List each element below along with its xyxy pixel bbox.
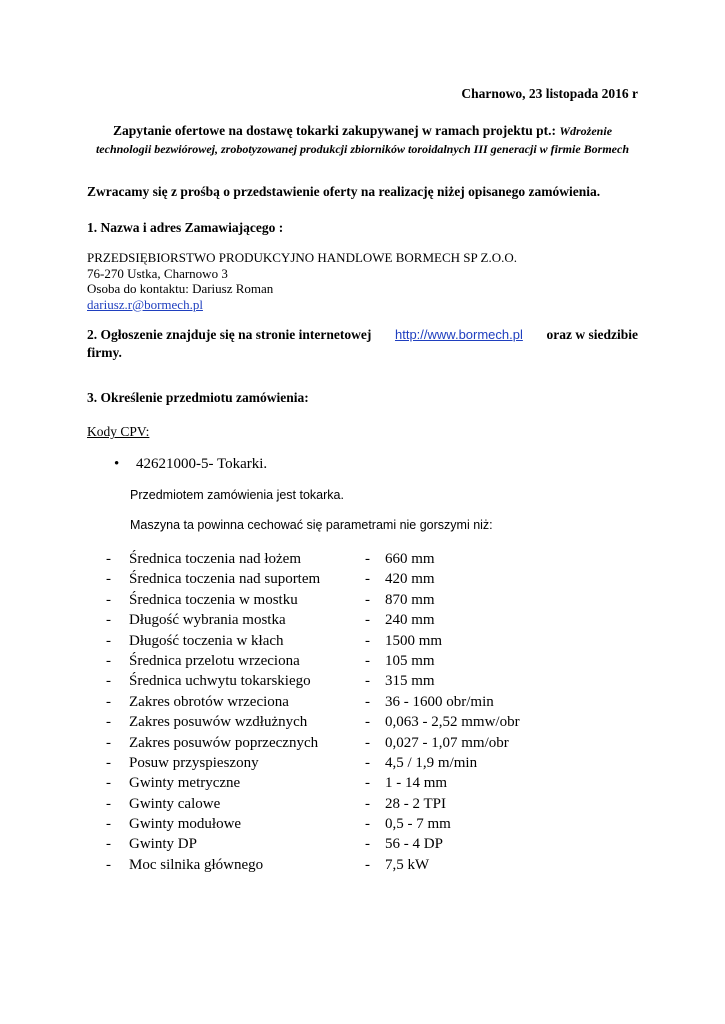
parameter-dash: - [106, 591, 111, 608]
parameter-dash: - [106, 673, 111, 690]
parameter-value: 870 mm [385, 591, 435, 608]
parameter-value: 1500 mm [385, 632, 443, 649]
parameter-name: Długość wybrania mostka [129, 612, 286, 629]
parameter-dash: - [106, 632, 111, 649]
document-date: Charnowo, 23 listopada 2016 r [461, 86, 638, 101]
section2-paragraph [87, 326, 638, 362]
parameter-name: Gwinty modułowe [129, 816, 242, 833]
parameter-dash: - [106, 714, 111, 731]
parameter-dash: - [106, 612, 111, 629]
parameter-separator-dash: - [365, 591, 370, 608]
parameter-dash: - [106, 551, 111, 567]
parameter-separator-dash: - [365, 693, 370, 710]
parameter-name: Posuw przyspieszony [129, 754, 259, 771]
parameter-value: 315 mm [385, 673, 435, 690]
parameter-value: 1 - 14 mm [385, 775, 448, 792]
parameter-value: 105 mm [385, 652, 435, 669]
parameter-dash: - [106, 652, 111, 669]
parameter-value: 56 - 4 DP [385, 836, 443, 853]
intro-text: Zwracamy się z prośbą o przedstawienie oferty na realizację niżej opisanego zamówienia. [87, 184, 601, 199]
parameter-separator-dash: - [365, 571, 370, 588]
parameter-value: 4,5 / 1,9 m/min [385, 754, 478, 771]
parameter-value: 240 mm [385, 612, 435, 629]
cpv-bullet: • [114, 456, 120, 472]
parameter-name: Gwinty metryczne [129, 775, 241, 792]
cpv-code: 42621000-5- Tokarki. [136, 456, 268, 472]
company-name: PRZEDSIĘBIORSTWO PRODUKCYJNO HANDLOWE BORMECH SP Z.O.O. [87, 250, 517, 265]
parameter-value: 28 - 2 TPI [385, 795, 446, 812]
order-subject: Przedmiotem zamówienia jest tokarka. [130, 488, 344, 502]
parameter-separator-dash: - [365, 652, 370, 669]
parameter-value: 0,5 - 7 mm [385, 816, 451, 833]
parameter-separator-dash: - [365, 551, 370, 567]
section2-text-a: 2. Ogłoszenie znajduje się na stronie internetowej [87, 327, 372, 342]
parameter-separator-dash: - [365, 632, 370, 649]
parameter-dash: - [106, 754, 111, 771]
parameter-name: Zakres posuwów poprzecznych [129, 734, 319, 751]
website-link[interactable]: http://www.bormech.pl [394, 327, 523, 342]
parameter-separator-dash: - [365, 836, 370, 853]
parameter-name: Zakres posuwów wzdłużnych [129, 714, 308, 731]
parameter-separator-dash: - [365, 856, 370, 873]
parameter-dash: - [106, 856, 111, 873]
section2-text-b: oraz w siedzibie [546, 327, 638, 342]
contact-person: Osoba do kontaktu: Dariusz Roman [87, 281, 274, 296]
parameter-name: Średnica toczenia nad suportem [129, 571, 321, 588]
parameter-separator-dash: - [365, 775, 370, 792]
parameter-name: Średnica uchwytu tokarskiego [129, 673, 311, 690]
title-lead: Zapytanie ofertowe na dostawę tokarki zakupywanej w ramach projektu pt.: [112, 123, 556, 138]
parameter-name: Długość toczenia w kłach [129, 632, 284, 649]
parameter-dash: - [106, 816, 111, 833]
parameter-name: Moc silnika głównego [129, 856, 264, 873]
section1-heading: 1. Nazwa i adres Zamawiającego : [87, 220, 284, 235]
section2-text-c: firmy. [87, 345, 122, 360]
parameter-value: 7,5 kW [385, 856, 430, 873]
section3-heading: 3. Określenie przedmiotu zamówienia: [87, 390, 309, 405]
parameter-name: Zakres obrotów wrzeciona [129, 693, 289, 710]
parameter-dash: - [106, 571, 111, 588]
parameter-value: 36 - 1600 obr/min [385, 693, 494, 710]
parameter-separator-dash: - [365, 816, 370, 833]
params-intro: Maszyna ta powinna cechować się parametrami nie gorszymi niż: [130, 518, 493, 532]
parameter-name: Gwinty calowe [129, 795, 221, 812]
parameter-separator-dash: - [365, 754, 370, 771]
parameter-name: Średnica przelotu wrzeciona [129, 652, 300, 669]
parameter-value: 660 mm [385, 551, 435, 567]
parameter-separator-dash: - [365, 795, 370, 812]
cpv-label: Kody CPV: [87, 424, 150, 439]
parameter-value: 0,027 - 1,07 mm/obr [385, 734, 509, 751]
parameter-name: Średnica toczenia nad łożem [129, 551, 302, 567]
parameter-dash: - [106, 836, 111, 853]
parameter-dash: - [106, 734, 111, 751]
parameter-separator-dash: - [365, 673, 370, 690]
parameter-separator-dash: - [365, 612, 370, 629]
parameter-dash: - [106, 795, 111, 812]
company-address: 76-270 Ustka, Charnowo 3 [87, 265, 228, 281]
title-project-a: Wdrożenie [559, 124, 613, 138]
parameter-name: Średnica toczenia w mostku [129, 591, 298, 608]
document-title [60, 122, 665, 158]
parameter-value: 0,063 - 2,52 mmw/obr [385, 714, 520, 731]
contact-email-link[interactable]: dariusz.r@bormech.pl [87, 296, 203, 312]
parameter-name: Gwinty DP [129, 836, 197, 853]
parameter-separator-dash: - [365, 714, 370, 731]
contracting-authority-block [87, 250, 638, 312]
parameter-value: 420 mm [385, 571, 435, 588]
parameter-separator-dash: - [365, 734, 370, 751]
parameter-dash: - [106, 693, 111, 710]
title-project-b: technologii bezwiórowej, zrobotyzowanej produkcji zbiorników toroidalnych III generacji w firmie Bormech [95, 142, 630, 156]
parameter-dash: - [106, 775, 111, 792]
